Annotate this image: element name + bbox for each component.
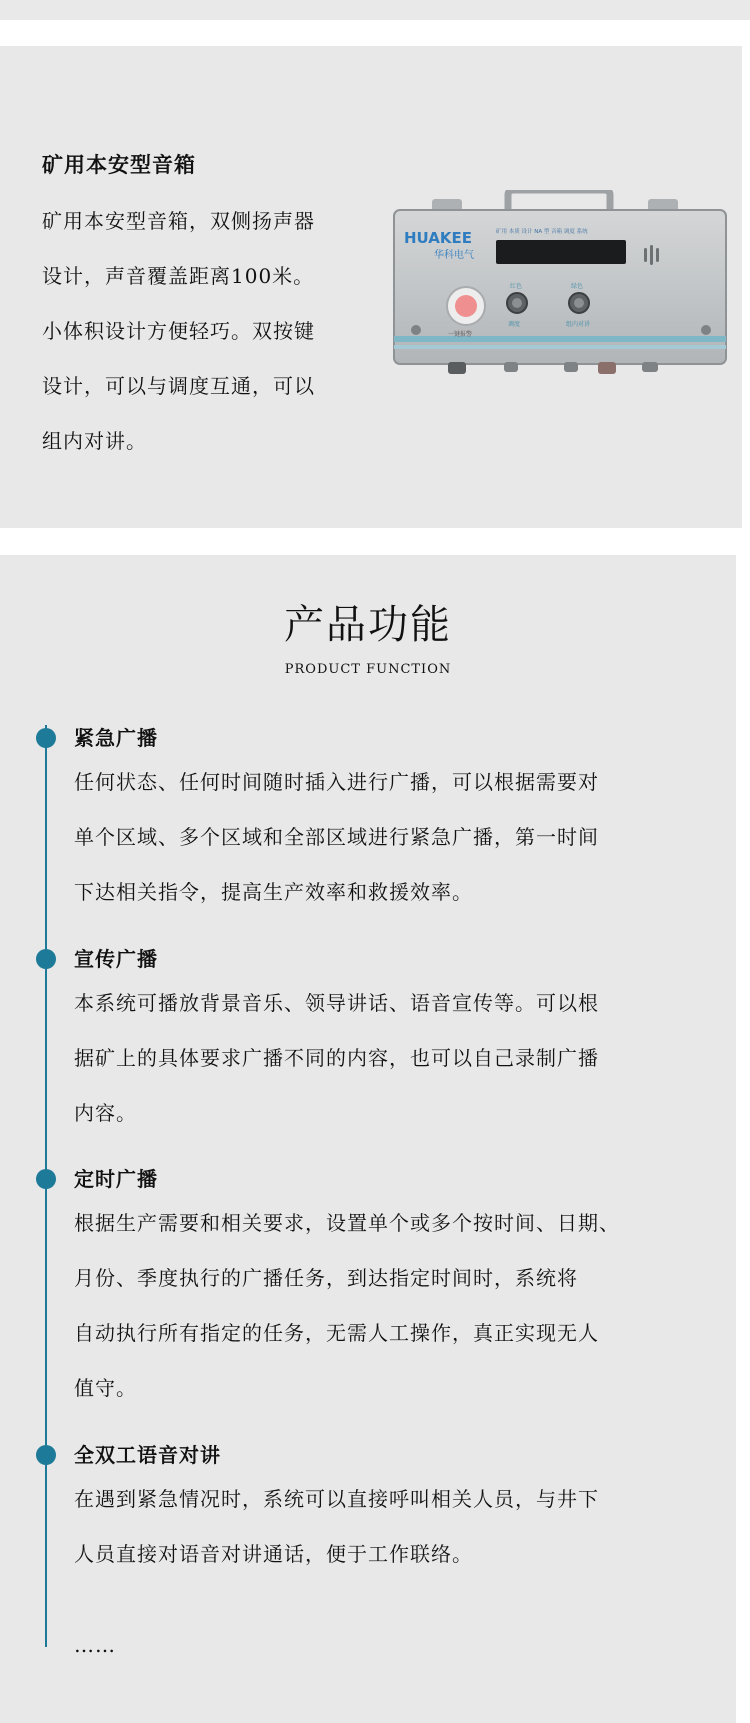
feature-description (74, 755, 704, 920)
feature-description (74, 1472, 704, 1582)
device-right-knob-label: 组内对讲 (566, 321, 591, 328)
speaker-desc-line: 设计，可以与调度互通，可以 (42, 374, 315, 398)
function-section (0, 555, 736, 1723)
feature-line: 单个区域、多个区域和全部区域进行紧急广播，第一时间 (74, 825, 599, 849)
feature-heading: 宣传广播 (74, 947, 158, 971)
device-emergency-label: 一键报警 (448, 331, 473, 338)
speaker-desc-line: 矿用本安型音箱，双侧扬声器 (42, 209, 315, 233)
feature-line: 据矿上的具体要求广播不同的内容，也可以自己录制广播 (74, 1046, 599, 1070)
speaker-description (42, 194, 358, 469)
feature-heading: 定时广播 (74, 1167, 158, 1191)
speaker-device-image (386, 190, 732, 380)
speaker-desc-line: 组内对讲。 (42, 429, 147, 453)
feature-description (74, 1196, 704, 1416)
device-right-knob-top-label: 绿色 (571, 283, 584, 290)
feature-line: 根据生产需要和相关要求，设置单个或多个按时间、日期、 (74, 1211, 620, 1235)
feature-heading: 全双工语音对讲 (74, 1443, 221, 1467)
speaker-desc-line: 小体积设计方便轻巧。双按键 (42, 319, 315, 343)
speaker-section (0, 46, 742, 528)
feature-line: 在遇到紧急情况时，系统可以直接呼叫相关人员，与井下 (74, 1487, 599, 1511)
feature-description (74, 976, 704, 1141)
speaker-desc-line: 设计，声音覆盖距离100米。 (42, 264, 315, 288)
feature-line: 任何状态、任何时间随时插入进行广播，可以根据需要对 (74, 770, 599, 794)
top-strip (0, 0, 750, 20)
feature-line: 值守。 (74, 1376, 137, 1400)
device-left-knob-label: 调度 (508, 321, 521, 328)
timeline-dot-icon (36, 1169, 56, 1189)
device-left-knob-top-label: 红色 (510, 283, 523, 290)
continuation-ellipsis: …… (74, 1633, 116, 1657)
feature-line: 自动执行所有指定的任务，无需人工操作，真正实现无人 (74, 1321, 599, 1345)
feature-heading: 紧急广播 (74, 726, 158, 750)
feature-line: 下达相关指令，提高生产效率和救援效率。 (74, 880, 473, 904)
feature-line: 本系统可播放背景音乐、领导讲话、语音宣传等。可以根 (74, 991, 599, 1015)
device-brand: HUAKEE (404, 229, 472, 247)
feature-line: 月份、季度执行的广播任务，到达指定时间时，系统将 (74, 1266, 578, 1290)
feature-line: 人员直接对语音对讲通话，便于工作联络。 (74, 1542, 473, 1566)
section-subtitle: PRODUCT FUNCTION (284, 662, 452, 677)
speaker-title: 矿用本安型音箱 (42, 152, 196, 177)
device-brand-cn: 华科电气 (434, 250, 474, 261)
device-label-strip: 矿用 本质 设计 NA 型 音箱 调度 系统 (496, 229, 588, 235)
section-title: 产品功能 (284, 602, 452, 648)
timeline-dot-icon (36, 728, 56, 748)
timeline-dot-icon (36, 949, 56, 969)
timeline-dot-icon (36, 1445, 56, 1465)
feature-line: 内容。 (74, 1101, 137, 1125)
